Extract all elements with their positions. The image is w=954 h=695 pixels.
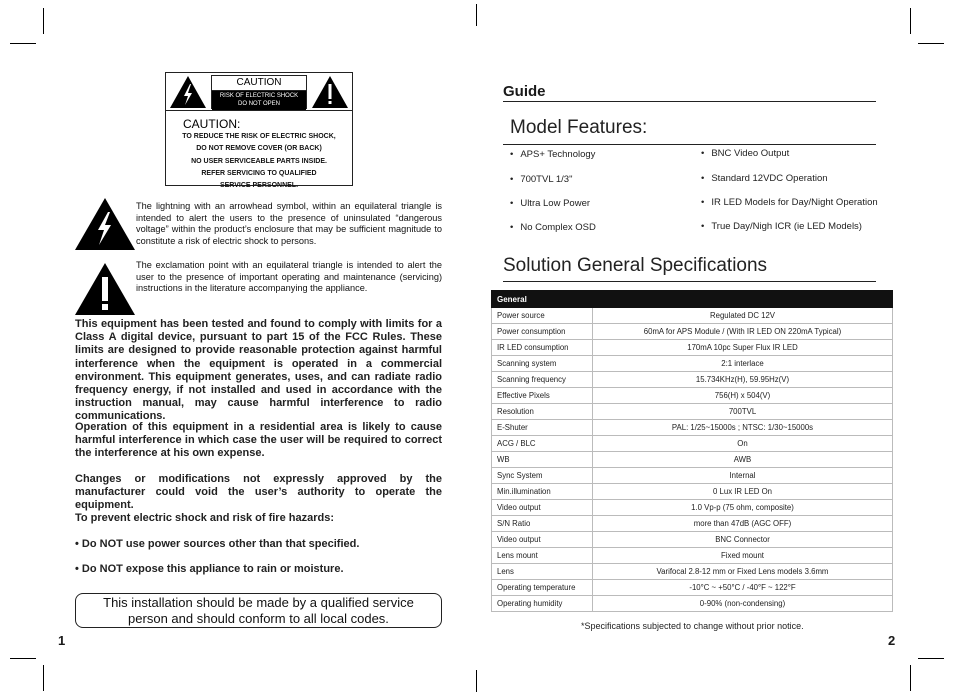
table-row — [492, 436, 893, 452]
spec-key: Lens — [492, 564, 593, 580]
caution-sub-line: RISK OF ELECTRIC SHOCK — [219, 93, 299, 99]
table-row — [492, 452, 893, 468]
spec-value: more than 47dB (AGC OFF) — [593, 516, 893, 532]
feature-label: IR LED Models for Day/Night Operation — [711, 197, 878, 208]
table-header-cell: General — [492, 291, 593, 308]
lightning-description: The lightning with an arrowhead symbol, within an equilateral triangle is intended to alert the users to the presence of uninsulated “dangerous voltage” within the product’s enclosure that may be sufficient magnitude to constitute a risk of electric shock to persons. — [136, 201, 442, 246]
notice-line: person and should conform to all local codes. — [128, 611, 389, 626]
specifications-title: Solution General Specifications — [503, 255, 768, 276]
bullet-moisture: • Do NOT expose this appliance to rain or moisture. — [75, 563, 344, 575]
residential-paragraph: Operation of this equipment in a residential area is likely to cause harmful interference in which case the user will be required to correct the interference at his own expense. — [75, 421, 442, 460]
spec-key: Sync System — [492, 468, 593, 484]
bullet-power-sources: • Do NOT use power sources other than that specified. — [75, 538, 360, 550]
feature-label: BNC Video Output — [711, 148, 790, 159]
feature-label: No Complex OSD — [520, 222, 596, 233]
spec-value: Internal — [593, 468, 893, 484]
spec-key: WB — [492, 452, 593, 468]
installation-notice — [75, 593, 442, 628]
crop-mark — [910, 8, 911, 34]
notice-line: This installation should be made by a qualified service — [103, 595, 414, 610]
caution-line: NO USER SERVICEABLE PARTS INSIDE. — [191, 157, 327, 165]
table-row — [492, 356, 893, 372]
feature-item: • 700TVL 1/3" — [510, 174, 573, 185]
table-row — [492, 484, 893, 500]
spec-key: Video output — [492, 500, 593, 516]
feature-label: Ultra Low Power — [520, 198, 591, 209]
feature-item: • Ultra Low Power — [510, 198, 591, 209]
caution-sub — [212, 91, 306, 110]
crop-mark — [476, 4, 477, 26]
spec-value: 0 Lux IR LED On — [593, 484, 893, 500]
table-row — [492, 420, 893, 436]
spec-value: 15.734KHz(H), 59.95Hz(V) — [593, 372, 893, 388]
crop-mark — [10, 43, 36, 44]
model-features-title: Model Features: — [510, 117, 648, 138]
spec-key: Min.illumination — [492, 484, 593, 500]
spec-value: 170mA 10pc Super Flux IR LED — [593, 340, 893, 356]
feature-label: True Day/Nigh ICR (ie LED Models) — [711, 221, 862, 232]
spec-value: PAL: 1/25~15000s ; NTSC: 1/30~15000s — [593, 420, 893, 436]
fcc-paragraph: This equipment has been tested and found to comply with limits for a Class A digital device, pursuant to part 15 of the FCC Rules. These limits are designed to provide reasonable protection against harmful interference when the equipment is operated in a commercial environment. This equipment generates, uses, and can radiate radio frequency energy, if not installed and used in accordance with the instruction manual, may cause harmful interference to radio communications. — [75, 318, 442, 423]
table-header-row — [492, 291, 893, 308]
spec-value: AWB — [593, 452, 893, 468]
feature-item: • APS+ Technology — [510, 149, 596, 160]
spec-value: 1.0 Vp-p (75 ohm, composite) — [593, 500, 893, 516]
prevent-paragraph: To prevent electric shock and risk of fire hazards: — [75, 512, 334, 524]
guide-divider — [503, 101, 876, 102]
caution-sub-line: DO NOT OPEN — [238, 101, 280, 107]
feature-item: • No Complex OSD — [510, 222, 596, 233]
table-row — [492, 340, 893, 356]
feature-item: • BNC Video Output — [701, 148, 790, 159]
caution-title: CAUTION: — [183, 117, 241, 131]
caution-line: SERVICE PERSONNEL. — [219, 182, 299, 190]
table-row — [492, 324, 893, 340]
crop-mark — [918, 658, 944, 659]
spec-key: Video output — [492, 532, 593, 548]
table-row — [492, 532, 893, 548]
spec-value: -10°C ~ +50°C / -40°F ~ 122°F — [593, 580, 893, 596]
table-row — [492, 564, 893, 580]
spec-key: Operating temperature — [492, 580, 593, 596]
caution-label-box — [165, 72, 353, 190]
table-row — [492, 388, 893, 404]
crop-mark — [43, 665, 44, 691]
table-row — [492, 500, 893, 516]
spec-key: Operating humidity — [492, 596, 593, 612]
spec-key: IR LED consumption — [492, 340, 593, 356]
specs-footnote: *Specifications subjected to change without prior notice. — [581, 621, 804, 631]
table-row — [492, 580, 893, 596]
table-row — [492, 516, 893, 532]
changes-paragraph: Changes or modifications not expressly approved by the manufacturer could void the user’s authority to operate the equipment. — [75, 473, 442, 512]
spec-key: Resolution — [492, 404, 593, 420]
table-row — [492, 596, 893, 612]
specifications-table — [491, 290, 893, 612]
spec-value: 756(H) x 504(V) — [593, 388, 893, 404]
feature-item: • IR LED Models for Day/Night Operation — [701, 197, 878, 208]
crop-mark — [43, 8, 44, 34]
caution-line: REFER SERVICING TO QUALIFIED — [201, 169, 317, 177]
table-row — [492, 404, 893, 420]
caution-center-label — [211, 75, 307, 109]
spec-value: Fixed mount — [593, 548, 893, 564]
table-row — [492, 308, 893, 324]
feature-item: • Standard 12VDC Operation — [701, 173, 828, 184]
caution-line: TO REDUCE THE RISK OF ELECTRIC SHOCK, — [182, 133, 336, 140]
spec-value: 0-90% (non-condensing) — [593, 596, 893, 612]
spec-value: On — [593, 436, 893, 452]
features-divider — [503, 144, 876, 145]
spec-value: 2:1 interlace — [593, 356, 893, 372]
crop-mark — [476, 670, 477, 692]
spec-key: Power source — [492, 308, 593, 324]
lightning-triangle-icon — [74, 197, 136, 251]
feature-item: • True Day/Nigh ICR (ie LED Models) — [701, 221, 862, 232]
spec-value: 700TVL — [593, 404, 893, 420]
spec-key: Power consumption — [492, 324, 593, 340]
spec-key: ACG / BLC — [492, 436, 593, 452]
feature-label: APS+ Technology — [520, 149, 596, 160]
exclamation-description: The exclamation point with an equilateral triangle is intended to alert the user to the presence of important operating and maintenance (servicing) instructions in the literature accompanying the appliance. — [136, 260, 442, 294]
lightning-warning-icon — [169, 75, 207, 109]
exclamation-triangle-icon — [74, 262, 136, 316]
table-row — [492, 548, 893, 564]
caution-line: DO NOT REMOVE COVER (OR BACK) — [196, 145, 322, 153]
spec-value: Varifocal 2.8-12 mm or Fixed Lens models 3.6mm — [593, 564, 893, 580]
crop-mark — [910, 665, 911, 691]
spec-key: Lens mount — [492, 548, 593, 564]
spec-key: Scanning system — [492, 356, 593, 372]
crop-mark — [918, 43, 944, 44]
spec-key: E-Shuter — [492, 420, 593, 436]
spec-value: 60mA for APS Module / (With IR LED ON 220mA Typical) — [593, 324, 893, 340]
spec-key: Scanning frequency — [492, 372, 593, 388]
spec-key: Effective Pixels — [492, 388, 593, 404]
exclamation-warning-icon — [311, 75, 349, 109]
page-number-right: 2 — [888, 633, 896, 648]
caution-header — [166, 73, 352, 111]
crop-mark — [10, 658, 36, 659]
table-header-cell — [593, 291, 893, 308]
spec-key: S/N Ratio — [492, 516, 593, 532]
feature-label: 700TVL 1/3" — [520, 174, 573, 185]
caution-label: CAUTION — [212, 76, 306, 91]
table-row — [492, 468, 893, 484]
guide-title: Guide — [503, 83, 546, 100]
caution-text — [166, 131, 352, 192]
specs-divider — [503, 281, 876, 282]
table-row — [492, 372, 893, 388]
feature-label: Standard 12VDC Operation — [711, 173, 828, 184]
spec-value: BNC Connector — [593, 532, 893, 548]
page-number-left: 1 — [58, 633, 66, 648]
spec-value: Regulated DC 12V — [593, 308, 893, 324]
